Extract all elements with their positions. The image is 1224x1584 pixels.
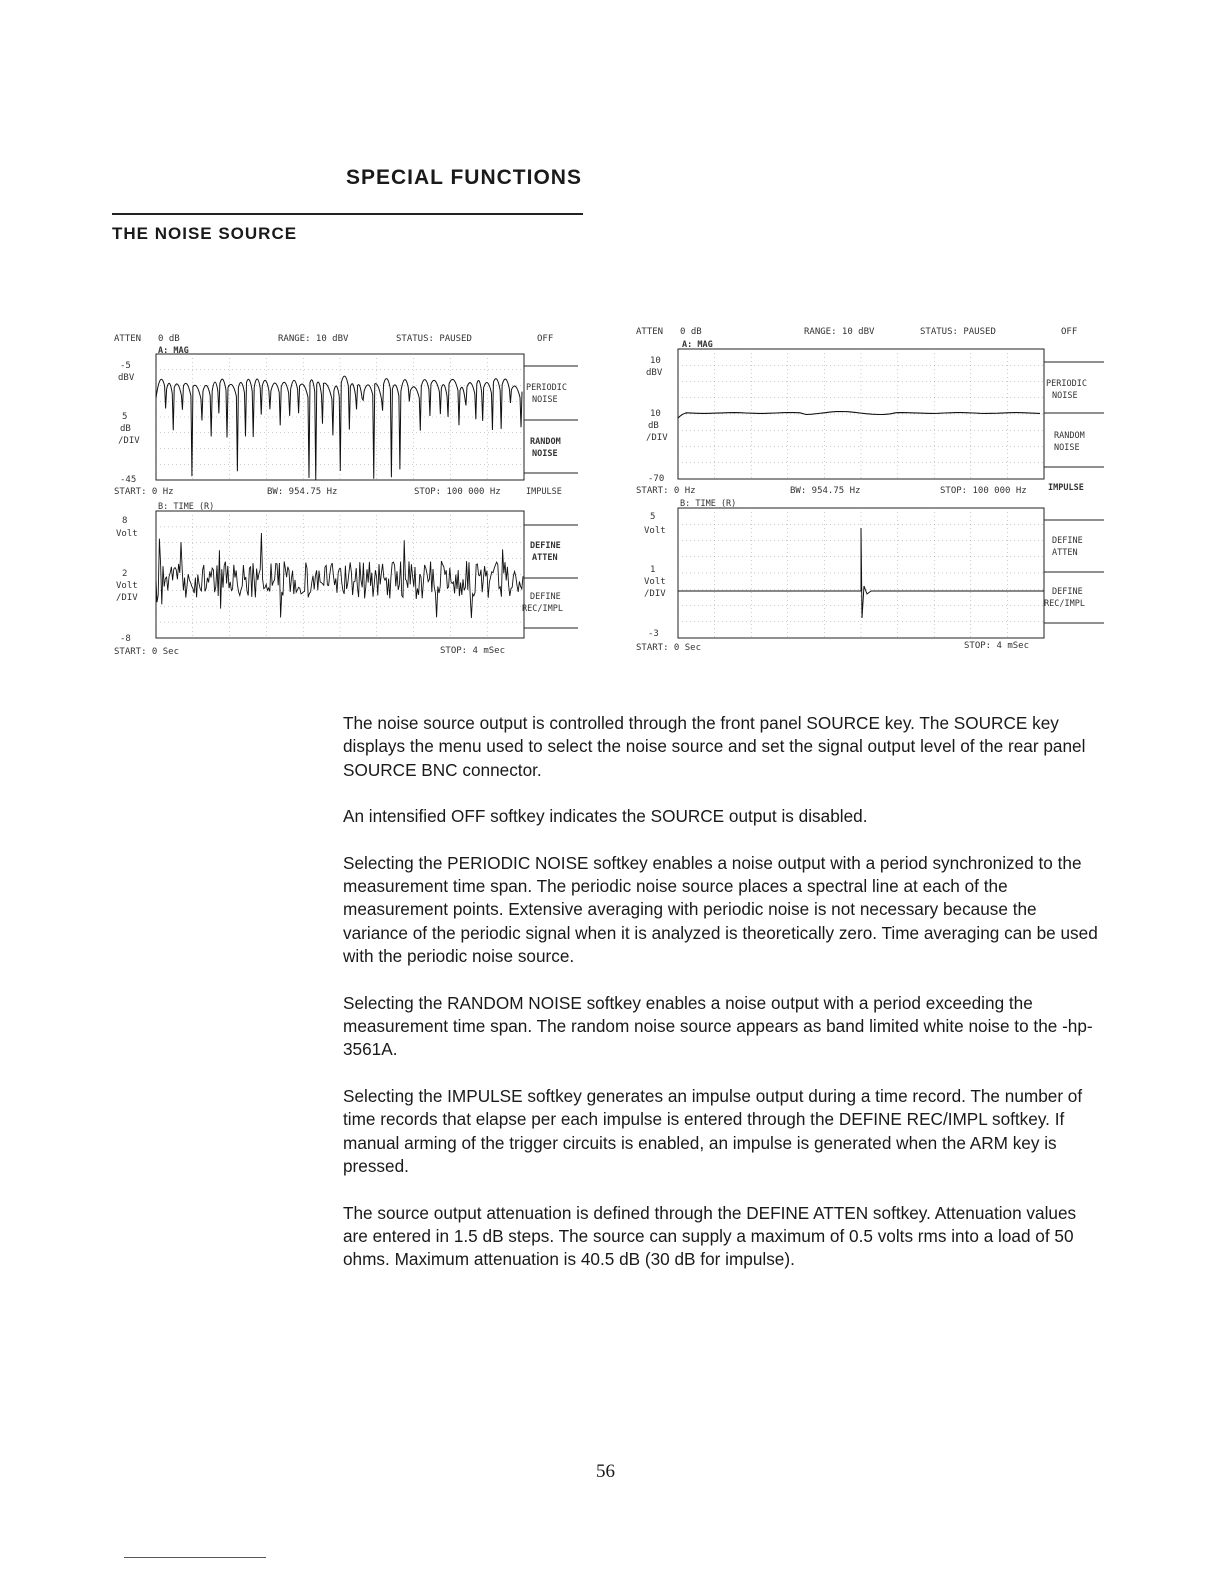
atten-label: ATTEN	[114, 334, 142, 344]
trace-a-grid	[678, 349, 1044, 479]
trace-a-x-stop: STOP: 100 000 Hz	[414, 487, 501, 497]
softkey-impulse[interactable]: IMPULSE	[526, 487, 562, 497]
trace-b-noise-waveform	[156, 533, 523, 618]
trace-a-y-top: 10	[650, 356, 661, 366]
off-softkey: OFF	[1061, 327, 1078, 337]
trace-b-x-stop: STOP: 4 mSec	[964, 641, 1030, 651]
trace-b-y-bottom: -3	[648, 629, 659, 639]
right-analyzer-screen	[634, 318, 1108, 660]
paragraph-source-key: The noise source output is controlled through the front panel SOURCE key. The SOURCE key displays the menu used to select the noise source and set the signal output level of the rear panel SOURCE BNC connector.	[343, 713, 1086, 780]
trace-b-y-top: 8	[122, 516, 128, 526]
trace-a-y-mid: 10	[650, 409, 661, 419]
section-title: SPECIAL FUNCTIONS	[346, 166, 582, 189]
trace-a-y-top-unit: dBV	[646, 368, 663, 378]
softkey-periodic-noise-line2[interactable]: NOISE	[532, 395, 558, 405]
trace-a-y-mid: 5	[122, 412, 128, 422]
softkey-define-rec-impl-line1[interactable]: DEFINE	[1052, 587, 1083, 597]
trace-a-label: A: MAG	[158, 346, 189, 356]
softkey-column	[1044, 362, 1104, 623]
status-readout: STATUS: PAUSED	[920, 327, 996, 337]
softkey-define-atten-line1[interactable]: DEFINE	[530, 541, 561, 551]
footnote-rule	[124, 1557, 266, 1558]
trace-b-y-top-unit: Volt	[644, 526, 666, 536]
off-softkey: OFF	[537, 334, 554, 344]
range-readout: RANGE: 10 dBV	[278, 334, 349, 344]
trace-b-y-mid: 2	[122, 569, 128, 579]
paragraph-define-atten: The source output attenuation is defined through the DEFINE ATTEN softkey. Attenuation values are entered in 1.5 dB steps. The source can supply a maximum of 0.5 volts rms into a load of 50 ohms. Maximum attenuation is 40.5 dB (30 dB for impulse).	[343, 1202, 1077, 1270]
softkey-random-noise-line2[interactable]: NOISE	[532, 449, 558, 459]
page-number: 56	[596, 1461, 615, 1482]
right-screen-svg	[634, 318, 1108, 660]
trace-a-bandwidth: BW: 954.75 Hz	[790, 486, 861, 496]
softkey-random-noise-line1[interactable]: RANDOM	[530, 437, 561, 447]
softkey-define-rec-impl-line2[interactable]: REC/IMPL	[522, 604, 563, 614]
softkey-column	[522, 366, 578, 628]
trace-a-y-bottom: -70	[648, 474, 665, 484]
trace-a-y-mid-unit1: dB	[120, 424, 131, 434]
softkey-define-rec-impl-line1[interactable]: DEFINE	[530, 592, 561, 602]
subheading: THE NOISE SOURCE	[112, 224, 298, 243]
trace-a-y-bottom: -45	[120, 475, 137, 485]
title-rule	[112, 213, 583, 215]
softkey-random-noise-line1[interactable]: RANDOM	[1054, 431, 1085, 441]
trace-a-label: A: MAG	[682, 340, 713, 350]
trace-b-x-stop: STOP: 4 mSec	[440, 646, 506, 656]
paragraph-off-softkey: An intensified OFF softkey indicates the SOURCE output is disabled.	[343, 806, 868, 827]
paragraph-periodic-noise: Selecting the PERIODIC NOISE softkey enables a noise output with a period synchronized to the measurement time span. The periodic noise source places a spectral line at each of the measurement points. Extensive averaging with periodic noise is not necessary because the variance of the periodic signal when it is analyzed is theoretically zero. Time averaging can be used with the periodic noise source.	[343, 852, 1098, 967]
softkey-define-rec-impl-line2[interactable]: REC/IMPL	[1044, 599, 1085, 609]
trace-b-y-bottom: -8	[120, 634, 131, 644]
trace-a-bandwidth: BW: 954.75 Hz	[267, 487, 338, 497]
trace-a-x-stop: STOP: 100 000 Hz	[940, 486, 1027, 496]
trace-a-y-mid-unit1: dB	[648, 421, 659, 431]
trace-b-label: B: TIME (R)	[680, 499, 737, 509]
softkey-periodic-noise-line2[interactable]: NOISE	[1052, 391, 1078, 401]
trace-b-y-top-unit: Volt	[116, 529, 138, 539]
paragraph-random-noise: Selecting the RANDOM NOISE softkey enables a noise output with a period exceeding the measurement time span. The random noise source appears as band limited white noise to the -hp-3561A.	[343, 992, 1093, 1060]
trace-b-y-mid: 1	[650, 565, 656, 575]
trace-b-y-mid-unit1: Volt	[644, 577, 666, 587]
softkey-random-noise-line2[interactable]: NOISE	[1054, 443, 1080, 453]
range-readout: RANGE: 10 dBV	[804, 327, 875, 337]
trace-b-y-mid-unit2: /DIV	[116, 593, 138, 603]
trace-a-y-top-unit: dBV	[118, 373, 135, 383]
left-analyzer-screen	[112, 318, 584, 660]
trace-b-label: B: TIME (R)	[158, 502, 215, 512]
trace-a-x-start: START: 0 Hz	[114, 487, 174, 497]
atten-label: ATTEN	[636, 327, 664, 337]
trace-a-periodic-spectrum	[156, 376, 522, 480]
softkey-define-atten-line1[interactable]: DEFINE	[1052, 536, 1083, 546]
softkey-define-atten-line2[interactable]: ATTEN	[532, 553, 558, 563]
trace-a-x-start: START: 0 Hz	[636, 486, 696, 496]
paragraph-impulse: Selecting the IMPULSE softkey generates an impulse output during a time record. The number of time records that elapse per each impulse is entered through the DEFINE REC/IMPL softkey. If manual arming of the trigger circuits is enabled, an impulse is generated when the ARM key is pressed.	[343, 1085, 1083, 1177]
softkey-periodic-noise-line1[interactable]: PERIODIC	[1046, 379, 1087, 389]
trace-b-y-mid-unit1: Volt	[116, 581, 138, 591]
status-readout: STATUS: PAUSED	[396, 334, 472, 344]
trace-b-y-top: 5	[650, 512, 656, 522]
trace-b-x-start: START: 0 Sec	[636, 643, 702, 653]
atten-value: 0 dB	[680, 327, 702, 337]
softkey-periodic-noise-line1[interactable]: PERIODIC	[526, 383, 567, 393]
trace-b-y-mid-unit2: /DIV	[644, 589, 666, 599]
left-screen-svg	[112, 318, 584, 660]
softkey-impulse[interactable]: IMPULSE	[1048, 483, 1084, 493]
softkey-define-atten-line2[interactable]: ATTEN	[1052, 548, 1078, 558]
trace-a-y-mid-unit2: /DIV	[118, 436, 140, 446]
trace-a-y-mid-unit2: /DIV	[646, 433, 668, 443]
trace-a-flat-spectrum	[678, 412, 1040, 419]
trace-a-y-top: -5	[120, 361, 131, 371]
trace-b-x-start: START: 0 Sec	[114, 647, 180, 657]
atten-value: 0 dB	[158, 334, 180, 344]
body-text	[343, 712, 1103, 1295]
